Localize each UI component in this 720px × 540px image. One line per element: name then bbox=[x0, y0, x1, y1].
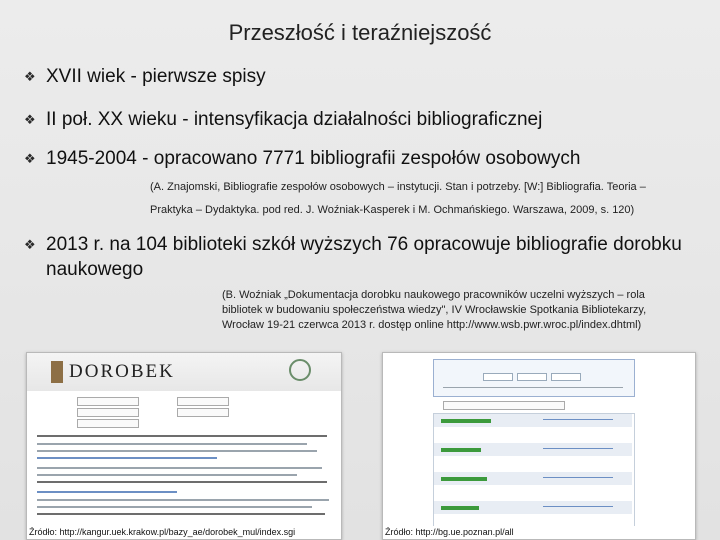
screenshot-bibliography-portal bbox=[382, 352, 696, 540]
text-line bbox=[543, 419, 613, 420]
text-line bbox=[37, 513, 325, 515]
logo-tag bbox=[51, 361, 63, 383]
citation-line: bibliotek w budowaniu społeczeństwa wiedzy", IV Wrocławskie Spotkania Bibliotekarzy, bbox=[222, 304, 647, 316]
form-field bbox=[77, 419, 139, 428]
portal-tab bbox=[517, 373, 547, 381]
form-field bbox=[177, 397, 229, 406]
text-line bbox=[37, 474, 297, 476]
form-field bbox=[77, 408, 139, 417]
citation-note bbox=[222, 288, 646, 333]
form-field bbox=[77, 397, 139, 406]
header-line bbox=[443, 387, 623, 388]
dorobek-logo: DOROBEK bbox=[69, 361, 175, 382]
citation-line: Wrocław 19-21 czerwca 2013 r. dostęp online http://www.wsb.pwr.wroc.pl/index.dhtml) bbox=[222, 319, 642, 331]
text-line bbox=[37, 491, 177, 493]
search-field bbox=[443, 401, 565, 410]
text-line bbox=[37, 506, 312, 508]
university-emblem-icon bbox=[289, 359, 311, 381]
diamond-bullet-icon: ❖ bbox=[24, 69, 36, 84]
text-line bbox=[37, 435, 327, 437]
source-caption: Źródło: http://bg.ue.poznan.pl/all bbox=[383, 526, 696, 539]
text-line bbox=[543, 477, 613, 478]
citation-line: Praktyka – Dydaktyka. pod red. J. Woźniak-Kasperek i M. Ochmański​ego. Warszawa, 2009, s. 120) bbox=[150, 204, 635, 216]
bullet-text: II poł. XX wieku - intensyfikacja działalności bibliograficznej bbox=[46, 109, 543, 130]
green-link bbox=[441, 477, 487, 481]
diamond-bullet-icon: ❖ bbox=[24, 237, 36, 252]
diamond-bullet-icon: ❖ bbox=[24, 112, 36, 127]
green-link bbox=[441, 506, 479, 510]
bullet-text: 2013 r. na 104 biblioteki szkół wyższych 76 opracowuje bibliografie dorobku naukowego bbox=[46, 234, 682, 280]
green-link bbox=[441, 419, 491, 423]
source-caption: Źródło: http://kangur.uek.krakow.pl/bazy_ae/dorobek_mul/index.sgi bbox=[27, 526, 342, 539]
text-line bbox=[37, 467, 322, 469]
portal-tab bbox=[551, 373, 581, 381]
diamond-bullet-icon: ❖ bbox=[24, 151, 36, 166]
text-line bbox=[37, 481, 327, 483]
portal-tab bbox=[483, 373, 513, 381]
form-field bbox=[177, 408, 229, 417]
dorobek-header bbox=[27, 353, 341, 391]
green-link bbox=[441, 448, 481, 452]
bullet-text: XVII wiek - pierwsze spisy bbox=[46, 66, 266, 87]
text-line bbox=[37, 499, 329, 501]
text-line bbox=[37, 457, 217, 459]
screenshot-dorobek bbox=[26, 352, 342, 540]
citation-line: (A. Znajomski, Bibliografie zespołów osobowych – instytucji. Stan i potrzeby. [W:] Bibliografia. Teoria – bbox=[150, 181, 646, 193]
text-line bbox=[37, 443, 307, 445]
text-line bbox=[37, 450, 317, 452]
slide-title: Przeszłość i teraźniejszość bbox=[228, 20, 492, 45]
citation-line: (B. Woźniak „Dokumentacja dorobku naukowego pracowników uczelni wyższych – rola bbox=[222, 289, 645, 301]
bullet-text: 1945-2004 - opracowano 7771 bibliografii zespołów osobowych bbox=[46, 148, 581, 169]
text-line bbox=[543, 506, 613, 507]
citation-note bbox=[150, 176, 646, 222]
text-line bbox=[543, 448, 613, 449]
